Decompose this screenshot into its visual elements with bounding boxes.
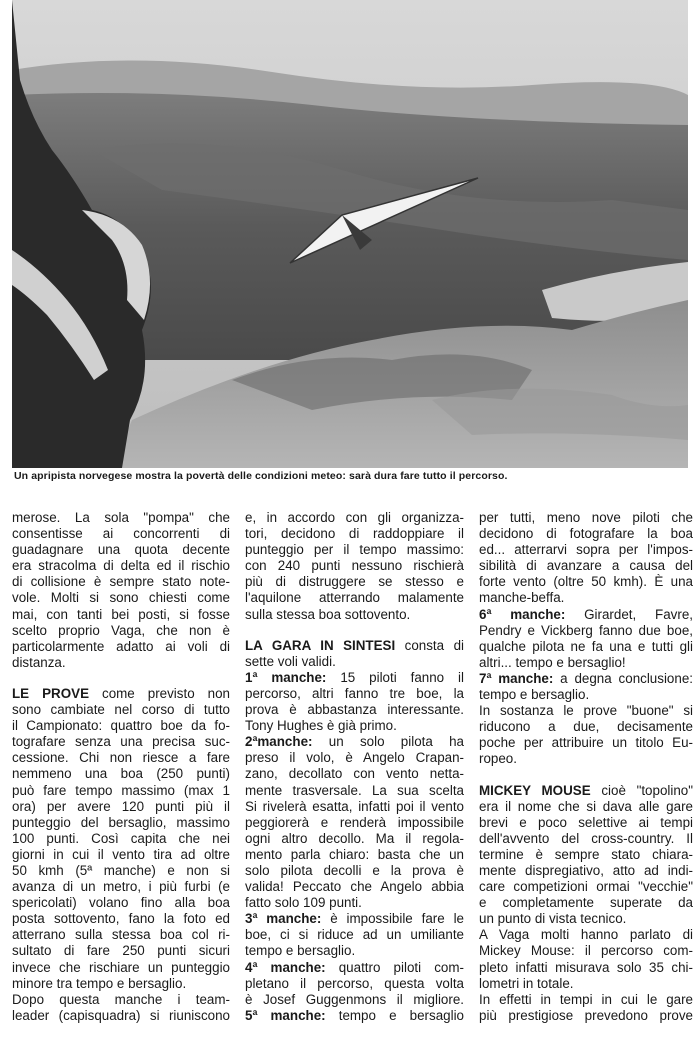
text-line: forte vento (oltre 50 kmh). È una — [479, 574, 693, 590]
text-run: è impossibile fare le — [321, 911, 464, 927]
text-line: decidono di fotografare la boa — [479, 526, 693, 542]
text-line: Si rivelerà esatta, infatti poi il vento — [245, 798, 464, 814]
text-line: leader (capisquadra) si riuniscono — [12, 1007, 230, 1023]
text-run: Girardet, Favre, — [565, 606, 693, 622]
paragraph-mickey-mouse — [479, 783, 693, 1024]
text-line: mento parla chiaro: basta che un — [245, 846, 464, 862]
photo-illustration — [12, 0, 688, 468]
text-line: nemmeno una boa (250 punti) — [12, 766, 230, 782]
text-run: tempo e bersaglio — [325, 1007, 464, 1023]
text-line: più di distruggere se stesso e — [245, 574, 464, 590]
subheading-gara-in-sintesi: LA GARA IN SINTESI — [245, 637, 396, 653]
text-line — [245, 734, 464, 750]
text-run: un solo pilota ha — [312, 734, 464, 750]
text-line: mente dispregiativo, atto ad indi- — [479, 862, 693, 878]
paragraph-continued — [245, 510, 464, 623]
text-line: particolarmente adatto ai voli di — [12, 638, 230, 654]
text-line: il Campionato: quattro boe da fo- — [12, 718, 230, 734]
text-line: mai, con tanti bei posti, si fosse — [12, 606, 230, 622]
manche-1-label: 1ª manche: — [245, 669, 327, 685]
text-line: peggiorerà e renderà impossibile — [245, 814, 464, 830]
paragraph-gara-in-sintesi — [245, 638, 464, 1024]
text-line: boe, ci si riduce ad un umiliante — [245, 927, 464, 943]
manche-6-label: 6ª manche: — [479, 606, 566, 622]
text-line: merose. La sola "pompa" che — [12, 510, 230, 525]
text-line — [479, 607, 693, 623]
text-line — [245, 670, 464, 686]
text-line: più prestigiose prevedono prove — [479, 1007, 693, 1023]
text-line: ogni altro decollo. Ma il regola- — [245, 830, 464, 846]
text-line: punteggio del bersaglio, massimo — [12, 814, 230, 830]
text-line: atterrano sulla stessa boa col ri- — [12, 927, 230, 943]
text-line — [245, 911, 464, 927]
text-line: punteggio per il tempo massimo: — [245, 542, 464, 558]
text-line: e completamente superate da — [479, 895, 693, 911]
text-run: a degna conclusione: — [553, 670, 693, 686]
text-line: 50 kmh (5ª manche) e non si — [12, 862, 230, 878]
text-line: altri... tempo e bersaglio! — [479, 654, 626, 670]
text-line: con 240 punti nessuno rischierà — [245, 558, 464, 574]
text-line: l'aquilone atterrando malamente — [245, 590, 464, 606]
text-line: giorni in cui il vento tira ad oltre — [12, 846, 230, 862]
text-line — [479, 783, 693, 799]
text-line — [12, 686, 230, 702]
text-line: valida! Peccato che Angelo abbia — [245, 879, 464, 895]
manche-3-label: 3ª manche: — [245, 911, 322, 927]
paragraph-1 — [12, 510, 230, 671]
text-line: tori, decidono di raddoppiare il — [245, 526, 464, 542]
text-line: di collisione è sempre stato note- — [12, 574, 230, 590]
text-line — [245, 1008, 464, 1024]
text-line: riducono a due, decisamente — [479, 719, 693, 735]
text-line: scelto proprio Vaga, che non è — [12, 622, 230, 638]
text-line: posta sottovento, fano la foto ed — [12, 911, 230, 927]
manche-4-label: 4ª manche: — [245, 959, 326, 975]
text-line: era stracolma di delta ed il rischio — [12, 558, 230, 574]
manche-7-label: 7ª manche: — [479, 670, 554, 686]
text-line: è Josef Guggenmons il migliore. — [245, 991, 464, 1007]
text-line: sibilità di avanzare a causa del — [479, 558, 693, 574]
text-line: care competizioni ormai "vecchie" — [479, 879, 693, 895]
text-line: percorso, altri fanno tre boe, la — [245, 685, 464, 701]
text-line: minore tra tempo e bersaglio. — [12, 975, 187, 991]
text-line: dell'avvento del cross-country. Il — [479, 830, 693, 846]
text-run: consta di — [395, 637, 464, 653]
text-line: spericolati) volano fino alla boa — [12, 895, 230, 911]
subheading-le-prove: LE PROVE — [12, 685, 89, 701]
text-line: zano, decollato con vento netta- — [245, 766, 464, 782]
text-line: tempo e bersaglio. — [479, 687, 590, 703]
manche-2-label: 2ªmanche: — [245, 734, 313, 750]
text-line: preso il volo, è Angelo Crapan- — [245, 750, 464, 766]
text-line: solo pilota decolli e la prova è — [245, 862, 464, 878]
text-line: vole. Molti si sono chiesti come — [12, 590, 230, 606]
text-line: fatto solo 109 punti. — [245, 895, 362, 911]
text-line: tografare senza una precisa suc- — [12, 734, 230, 750]
text-line: cessione. Chi non riesce a fare — [12, 750, 230, 766]
text-line: può fare tempo massimo (max 1 — [12, 782, 230, 798]
text-line: ora) per avere 120 punti più il — [12, 798, 230, 814]
text-line — [245, 638, 464, 654]
text-line: avanza di un metro, i più furbi (e — [12, 879, 230, 895]
text-line: poche per attribuire un titolo Eu- — [479, 735, 693, 751]
paragraph-manche-beffa — [479, 510, 693, 768]
text-line: consentisse ai concorrenti di — [12, 526, 230, 542]
text-line: tempo e bersaglio. — [245, 943, 356, 959]
text-line: A Vaga molti hanno parlato di — [479, 927, 693, 943]
text-line: era il nome che si dava alle gare — [479, 798, 693, 814]
text-run: cioè "topolino" — [590, 782, 693, 798]
photo-hang-glider — [12, 0, 688, 468]
text-line: manche-beffa. — [479, 590, 565, 606]
text-line: Dopo questa manche i team- — [12, 991, 230, 1007]
photo-caption: Un apripista norvegese mostra la povertà delle condizioni meteo: sarà dura fare tutto il percorso. — [14, 470, 508, 482]
text-line: Pendry e Vickberg fanno due boe, — [479, 622, 693, 638]
text-line: sette voli validi. — [245, 653, 336, 669]
text-line: termine è sempre stato chiara- — [479, 846, 693, 862]
text-run: quattro piloti com- — [325, 959, 464, 975]
paragraph-le-prove — [12, 686, 230, 1024]
text-line: brevi e poco selettive ai tempi — [479, 814, 693, 830]
text-line: prova è abbastanza interessante. — [245, 702, 464, 718]
text-line: In sostanza le prove "buone" si — [479, 703, 693, 719]
text-line: sultato di fare 250 punti sicuri — [12, 943, 230, 959]
text-line: pleto infatti misurava solo 35 chi- — [479, 959, 693, 975]
text-line: ed... atterrarvi sopra per l'impos- — [479, 542, 693, 558]
text-line: distanza. — [12, 654, 66, 670]
text-run: come previsto non — [89, 685, 230, 701]
text-line — [245, 960, 464, 976]
text-line: Mickey Mouse: il percorso com- — [479, 943, 693, 959]
text-line: guadagnare una quota decente — [12, 542, 230, 558]
subheading-mickey-mouse: MICKEY MOUSE — [479, 782, 591, 798]
text-line: sono cambiate nel corso di tutto — [12, 702, 230, 718]
text-line: sulla stessa boa sottovento. — [245, 606, 411, 622]
text-line: un punto di vista tecnico. — [479, 911, 627, 927]
text-line: In effetti in tempi in cui le gare — [479, 991, 693, 1007]
text-line: qualche pilota ne fa una e tutti gli — [479, 638, 693, 654]
text-line: lometri in totale. — [479, 975, 574, 991]
text-line: pletano il percorso, questa volta — [245, 975, 464, 991]
column-3 — [479, 510, 693, 1039]
text-line: 100 punti. Così capita che nei — [12, 830, 230, 846]
text-line: invece che rischiare un punteggio — [12, 959, 230, 975]
column-2 — [245, 510, 464, 1039]
text-line — [479, 671, 693, 687]
manche-5-label: 5ª manche: — [245, 1007, 326, 1023]
text-run: 15 piloti fanno il — [326, 669, 464, 685]
text-line: ropeo. — [479, 751, 517, 767]
column-1 — [12, 510, 230, 1039]
text-line: per tutti, meno nove piloti che — [479, 510, 693, 525]
text-line: e, in accordo con gli organizza- — [245, 510, 464, 525]
text-line: Tony Hughes è già primo. — [245, 718, 397, 734]
text-line: mente trasversale. La sua scelta — [245, 782, 464, 798]
